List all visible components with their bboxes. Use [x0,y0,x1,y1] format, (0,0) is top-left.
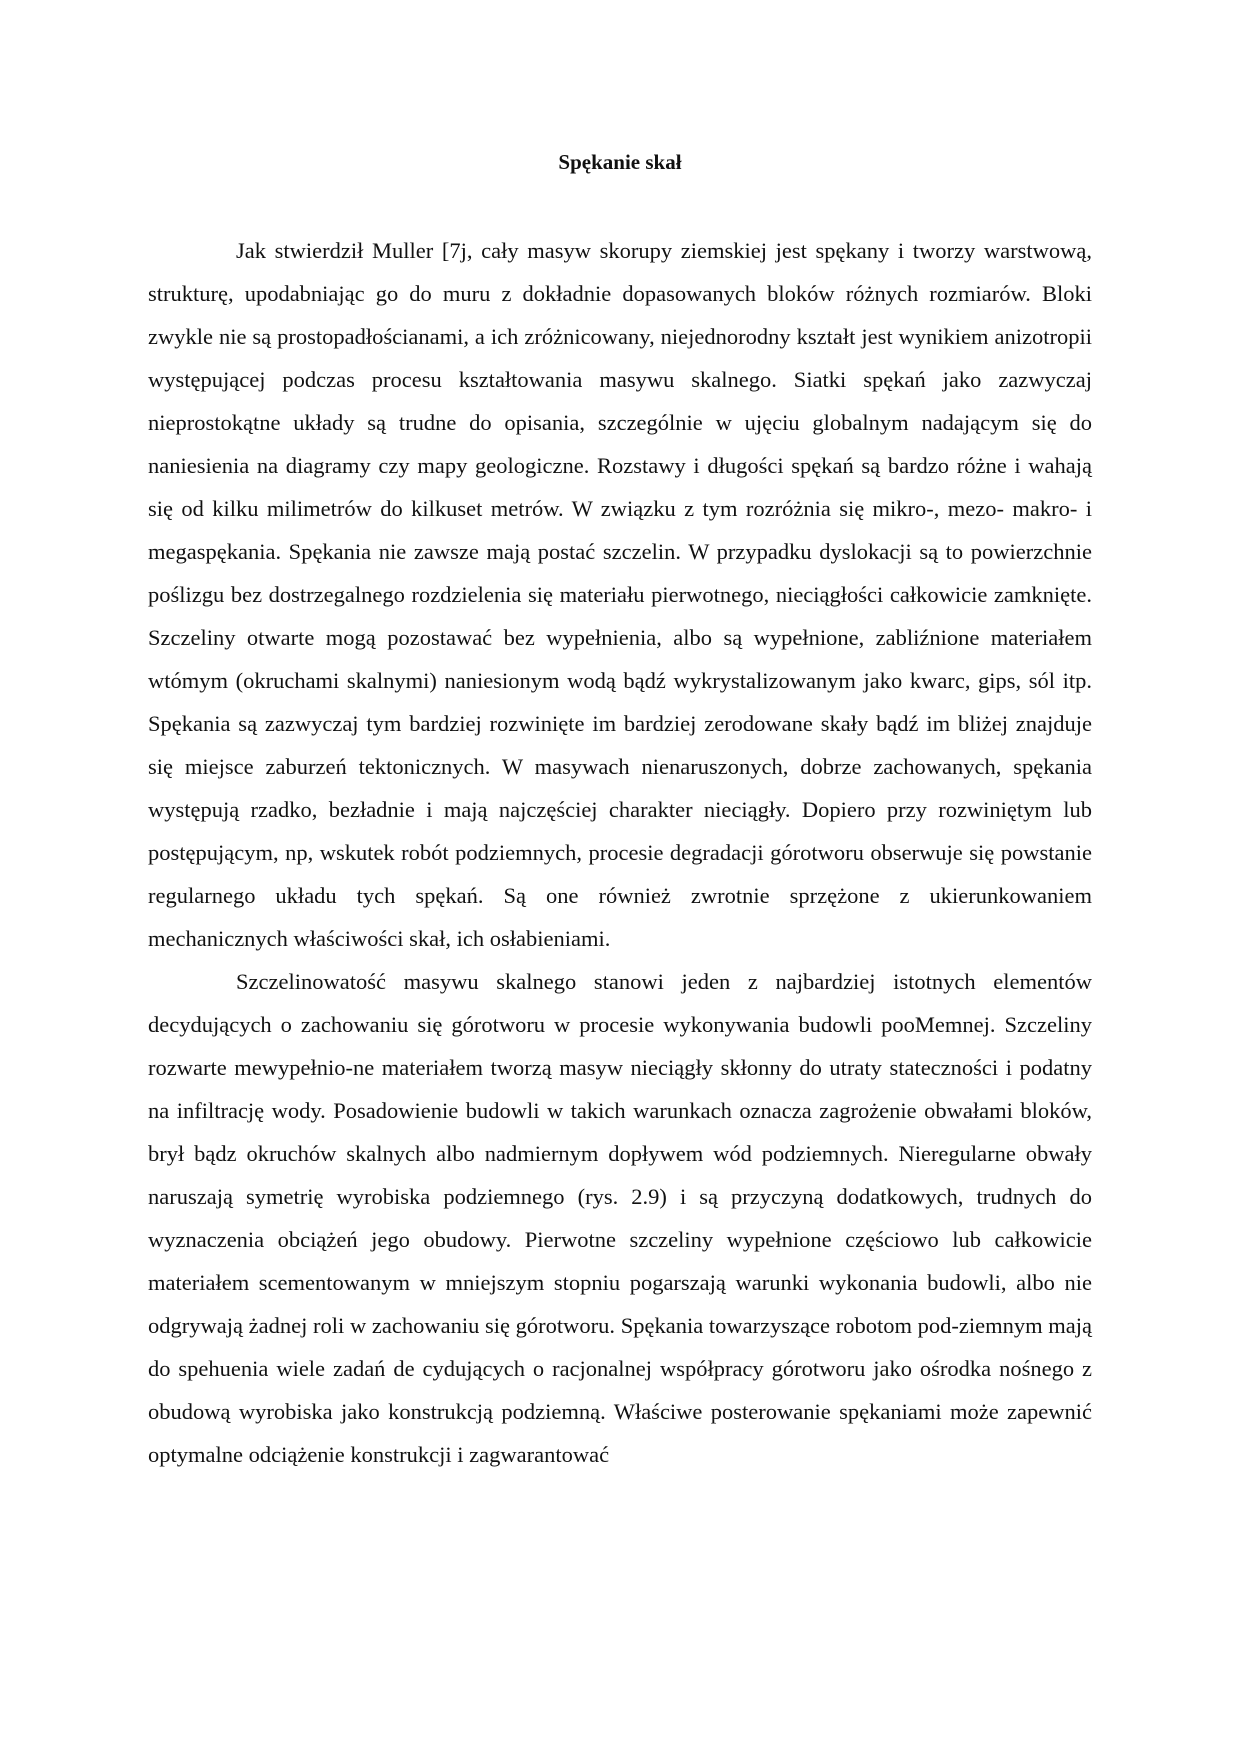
document-body [148,229,1092,1476]
page-title: Spękanie skał [558,150,682,174]
paragraph-2: Szczelinowatość masywu skalnego stanowi jeden z najbardziej istotnych elementów decydujących o zachowaniu się górotworu w procesie wykonywania budowli pooMemnej. Szczeliny rozwarte mewypełnio-ne materiałem tworzą masyw nieciągły skłonny do utraty stateczności i podatny na infiltrację wody. Posadowienie budowli w takich warunkach oznacza zagrożenie obwałami bloków, brył bądz okruchów skalnych albo nadmiernym dopływem wód podziemnych. Nieregularne obwały naruszają symetrię wyrobiska podziemnego (rys. 2.9) i są przyczyną dodatkowych, trudnych do wyznaczenia obciążeń jego obudowy. Pierwotne szczeliny wypełnione częściowo lub całkowicie materiałem scementowanym w mniejszym stopniu pogarszają warunki wykonania budowli, albo nie odgrywają żadnej roli w zachowaniu się górotworu. Spękania towarzyszące robotom pod-ziemnym mają do spehuenia wiele zadań de cydujących o racjonalnej współpracy górotworu jako ośrodka nośnego z obudową wyrobiska jako konstrukcją podziemną. Właściwe posterowanie spękaniami może zapewnić optymalne odciążenie konstrukcji i zagwarantować [148,969,1092,1467]
paragraph-1: Jak stwierdził Muller [7j, cały masyw skorupy ziemskiej jest spękany i tworzy warstwową, strukturę, upodabniając go do muru z dokładnie dopasowanych bloków różnych rozmiarów. Bloki zwykle nie są prostopadłościanami, a ich zróżnicowany, niejednorodny kształt jest wynikiem anizotropii występującej podczas procesu kształtowania masywu skalnego. Siatki spękań jako zazwyczaj nieprostokątne układy są trudne do opisania, szczególnie w ujęciu globalnym nadającym się do naniesienia na diagramy czy mapy geologiczne. Rozstawy i długości spękań są bardzo różne i wahają się od kilku milimetrów do kilkuset metrów. W związku z tym rozróżnia się mikro-, mezo- makro- i megaspękania. Spękania nie zawsze mają postać szczelin. W przypadku dyslokacji są to powierzchnie poślizgu bez dostrzegalnego rozdzielenia się materiału pierwotnego, nieciągłości całkowicie zamknięte. Szczeliny otwarte mogą pozostawać bez wypełnienia, albo są wypełnione, zabliźnione materiałem wtómym (okruchami skalnymi) naniesionym wodą bądź wykrystalizowanym jako kwarc, gips, sól itp. Spękania są zazwyczaj tym bardziej rozwinięte im bardziej zerodowane skały bądź im bliżej znajduje się miejsce zaburzeń tektonicznych. W masywach nienaruszonych, dobrze zachowanych, spękania występują rzadko, bezładnie i mają najczęściej charakter nieciągły. Dopiero przy rozwiniętym lub postępującym, np, wskutek robót podziemnych, procesie degradacji górotworu obserwuje się powstanie regularnego układu tych spękań. Są one również zwrotnie sprzężone z ukierunkowaniem mechanicznych właściwości skał, ich osłabieniami. [148,238,1092,951]
